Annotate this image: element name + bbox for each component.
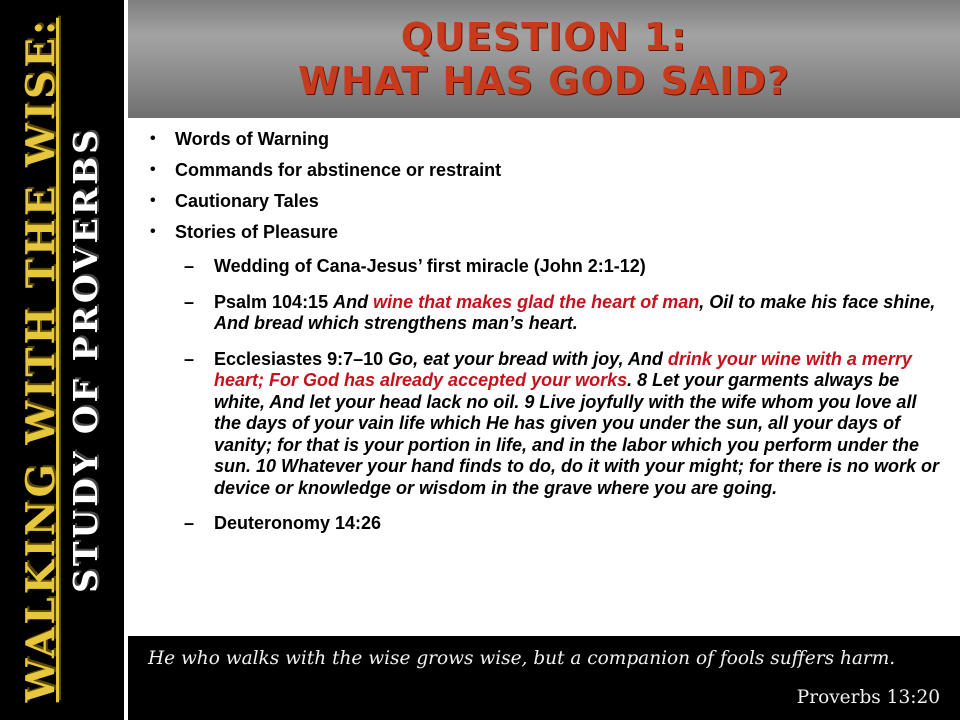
bullet-label: Words of Warning [175, 129, 329, 149]
proverb-quote: He who walks with the wise grows wise, but a companion of fools suffers harm. [148, 648, 896, 669]
bullet-label: Commands for abstinence or restraint [175, 160, 502, 180]
question-text: WHAT HAS GOD SAID? [298, 59, 790, 103]
bullet-item [128, 157, 960, 183]
subpoint-cana [128, 256, 960, 278]
psalm-highlight: wine that makes glad the heart of man [373, 291, 700, 312]
ecclesiastes-reference: Ecclesiastes 9:7–10 [214, 348, 384, 369]
bullet-label: Stories of Pleasure [175, 222, 339, 242]
series-subtitle: STUDY OF PROVERBS [66, 127, 105, 593]
subpoint-psalm [128, 292, 960, 335]
sidebar-rotated-text [0, 0, 124, 720]
slide-content [128, 118, 960, 632]
bullet-icon: • [150, 161, 156, 178]
footer-banner [128, 632, 960, 720]
deuteronomy-reference: Deuteronomy 14:26 [214, 513, 382, 533]
dash-icon: – [184, 348, 195, 369]
dash-icon: – [184, 291, 195, 312]
footer-divider [128, 632, 960, 636]
bullet-icon: • [150, 223, 156, 240]
subpoint-ecclesiastes [128, 349, 960, 500]
slide-header [128, 0, 960, 118]
proverb-reference: Proverbs 13:20 [796, 687, 940, 708]
question-number: QUESTION 1: [400, 15, 688, 59]
psalm-reference: Psalm 104:15 [214, 291, 329, 312]
bullet-item [128, 126, 960, 152]
ecclesiastes-highlight: drink your wine with a merry heart; For God has already accepted your works [214, 348, 912, 390]
subpoint-cana-text: Wedding of Cana-Jesus’ first miracle (John 2:1-12) [214, 256, 646, 276]
bullet-item [128, 188, 960, 214]
bullet-item [128, 219, 960, 245]
dash-icon: – [184, 256, 195, 276]
series-title: WALKING WITH THE WISE: [18, 17, 64, 703]
psalm-text-pre: And [333, 291, 369, 312]
dash-icon: – [184, 513, 195, 533]
subpoint-deuteronomy [128, 513, 960, 535]
psalm-text-post: , Oil to make his face shine, And bread which strengthens man’s heart. [214, 291, 936, 333]
sidebar-banner [0, 0, 124, 720]
bullet-list [128, 126, 960, 250]
subpoint-list [128, 256, 960, 549]
bullet-label: Cautionary Tales [175, 191, 319, 211]
ecclesiastes-text-pre: Go, eat your bread with joy, And [388, 348, 663, 369]
bullet-icon: • [150, 130, 156, 147]
bullet-icon: • [150, 192, 156, 209]
ecclesiastes-text-post: . 8 Let your garments always be white, And let your head lack no oil. 9 Live joyfully with the wife whom you love all the days of your vain life which He has given you under the sun, all your days of vanity; for that is your portion in life, and in the labor which you perform under the sun. 10 Whatever your hand finds to do, do it with your might; for there is no work or device or knowledge or wisdom in the grave where you are going. [214, 370, 940, 498]
